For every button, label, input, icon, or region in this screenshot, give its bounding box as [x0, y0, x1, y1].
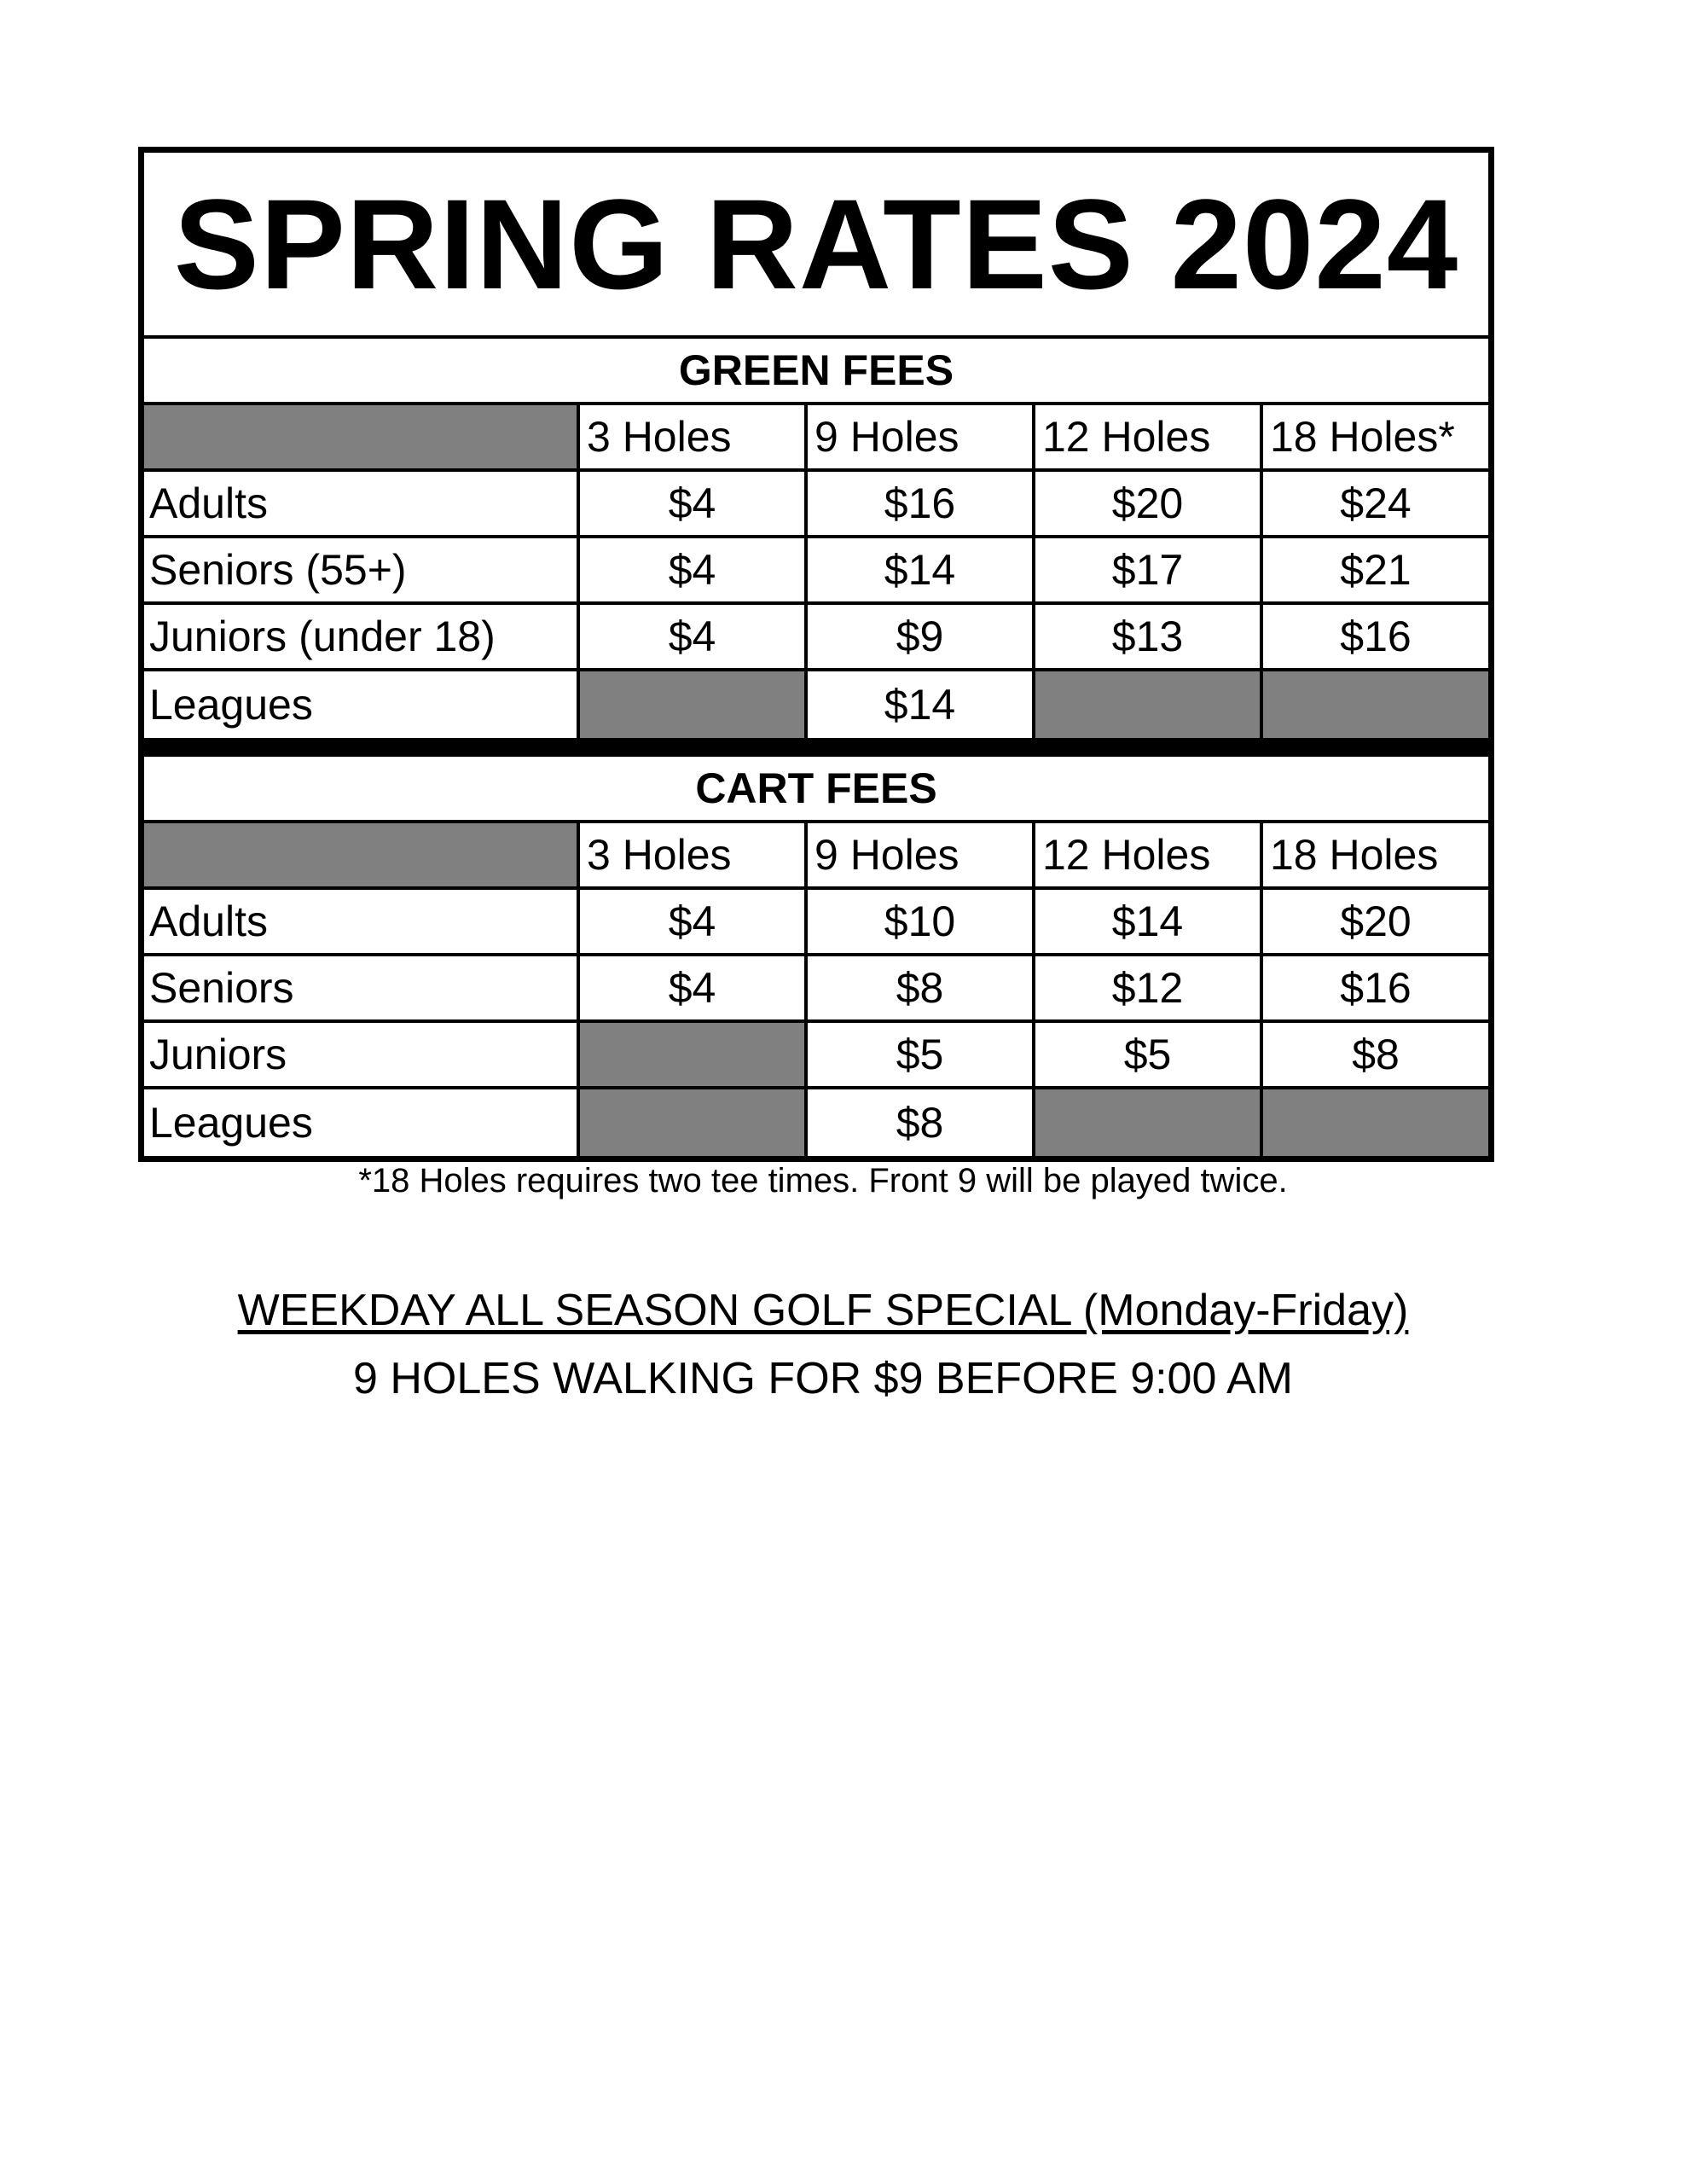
- title-row: [144, 153, 1488, 339]
- price-cell: $4: [580, 538, 808, 601]
- column-header: 12 Holes: [1035, 823, 1263, 886]
- table-row: [144, 1089, 1488, 1156]
- price-cell: $16: [1340, 964, 1412, 1012]
- price-cell: $4: [580, 890, 808, 953]
- price-cell: $4: [580, 605, 808, 668]
- row-label: Juniors (under 18): [144, 605, 580, 668]
- price-cell: $5: [808, 1023, 1035, 1086]
- cart-fees-heading: CART FEES: [144, 757, 1488, 823]
- column-header: 3 Holes: [580, 823, 808, 886]
- price-cell: $13: [1035, 605, 1263, 668]
- column-header: 18 Holes*: [1270, 413, 1455, 461]
- price-cell: $5: [1035, 1023, 1263, 1086]
- unavailable-cell: [1035, 1089, 1263, 1156]
- rates-table: [138, 147, 1494, 1162]
- price-cell: $24: [1340, 479, 1412, 527]
- table-row: [144, 538, 1488, 605]
- special-title: WEEKDAY ALL SEASON GOLF SPECIAL (Monday-Friday): [237, 1286, 1409, 1335]
- unavailable-cell: [1263, 671, 1488, 738]
- column-header: 18 Holes: [1270, 831, 1439, 879]
- special-title-block: [0, 1285, 1646, 1336]
- table-row: [144, 1023, 1488, 1089]
- table-row: [144, 472, 1488, 538]
- green-fees-heading: GREEN FEES: [144, 339, 1488, 405]
- price-cell: $9: [808, 605, 1035, 668]
- column-header: 9 Holes: [808, 823, 1035, 886]
- header-blank-cell: [144, 823, 580, 886]
- row-label: Leagues: [144, 671, 580, 738]
- row-label: Adults: [144, 890, 580, 953]
- column-header: 3 Holes: [580, 405, 808, 468]
- header-blank-cell: [144, 405, 580, 468]
- price-cell: $17: [1035, 538, 1263, 601]
- price-cell: $20: [1340, 897, 1412, 945]
- price-cell: $14: [808, 671, 1035, 738]
- unavailable-cell: [580, 1089, 808, 1156]
- column-header: 9 Holes: [808, 405, 1035, 468]
- green-fees-header-row: [144, 405, 1488, 472]
- table-row: [144, 671, 1488, 738]
- section-divider: [144, 738, 1488, 757]
- price-cell: $16: [1340, 613, 1412, 660]
- price-cell: $14: [1035, 890, 1263, 953]
- price-cell: $20: [1035, 472, 1263, 535]
- row-label: Juniors: [144, 1023, 580, 1086]
- price-cell: $8: [808, 1089, 1035, 1156]
- column-header: 12 Holes: [1035, 405, 1263, 468]
- footnote: *18 Holes requires two tee times. Front 9 will be played twice.: [358, 1162, 1288, 1199]
- price-cell: $10: [808, 890, 1035, 953]
- price-cell: $4: [580, 472, 808, 535]
- price-cell: $12: [1035, 956, 1263, 1019]
- row-label: Seniors (55+): [144, 538, 580, 601]
- special-text: 9 HOLES WALKING FOR $9 BEFORE 9:00 AM: [353, 1354, 1293, 1403]
- table-row: [144, 956, 1488, 1023]
- price-cell: $14: [808, 538, 1035, 601]
- price-cell: $21: [1340, 546, 1412, 594]
- price-cell: $16: [808, 472, 1035, 535]
- table-row: [144, 605, 1488, 671]
- price-cell: $8: [1352, 1031, 1400, 1078]
- page-title: SPRING RATES 2024: [173, 172, 1459, 316]
- price-cell: $4: [580, 956, 808, 1019]
- unavailable-cell: [1035, 671, 1263, 738]
- price-cell: $8: [808, 956, 1035, 1019]
- unavailable-cell: [1263, 1089, 1488, 1156]
- unavailable-cell: [580, 671, 808, 738]
- row-label: Seniors: [144, 956, 580, 1019]
- unavailable-cell: [580, 1023, 808, 1086]
- cart-fees-header-row: [144, 823, 1488, 890]
- table-row: [144, 890, 1488, 956]
- row-label: Leagues: [144, 1089, 580, 1156]
- row-label: Adults: [144, 472, 580, 535]
